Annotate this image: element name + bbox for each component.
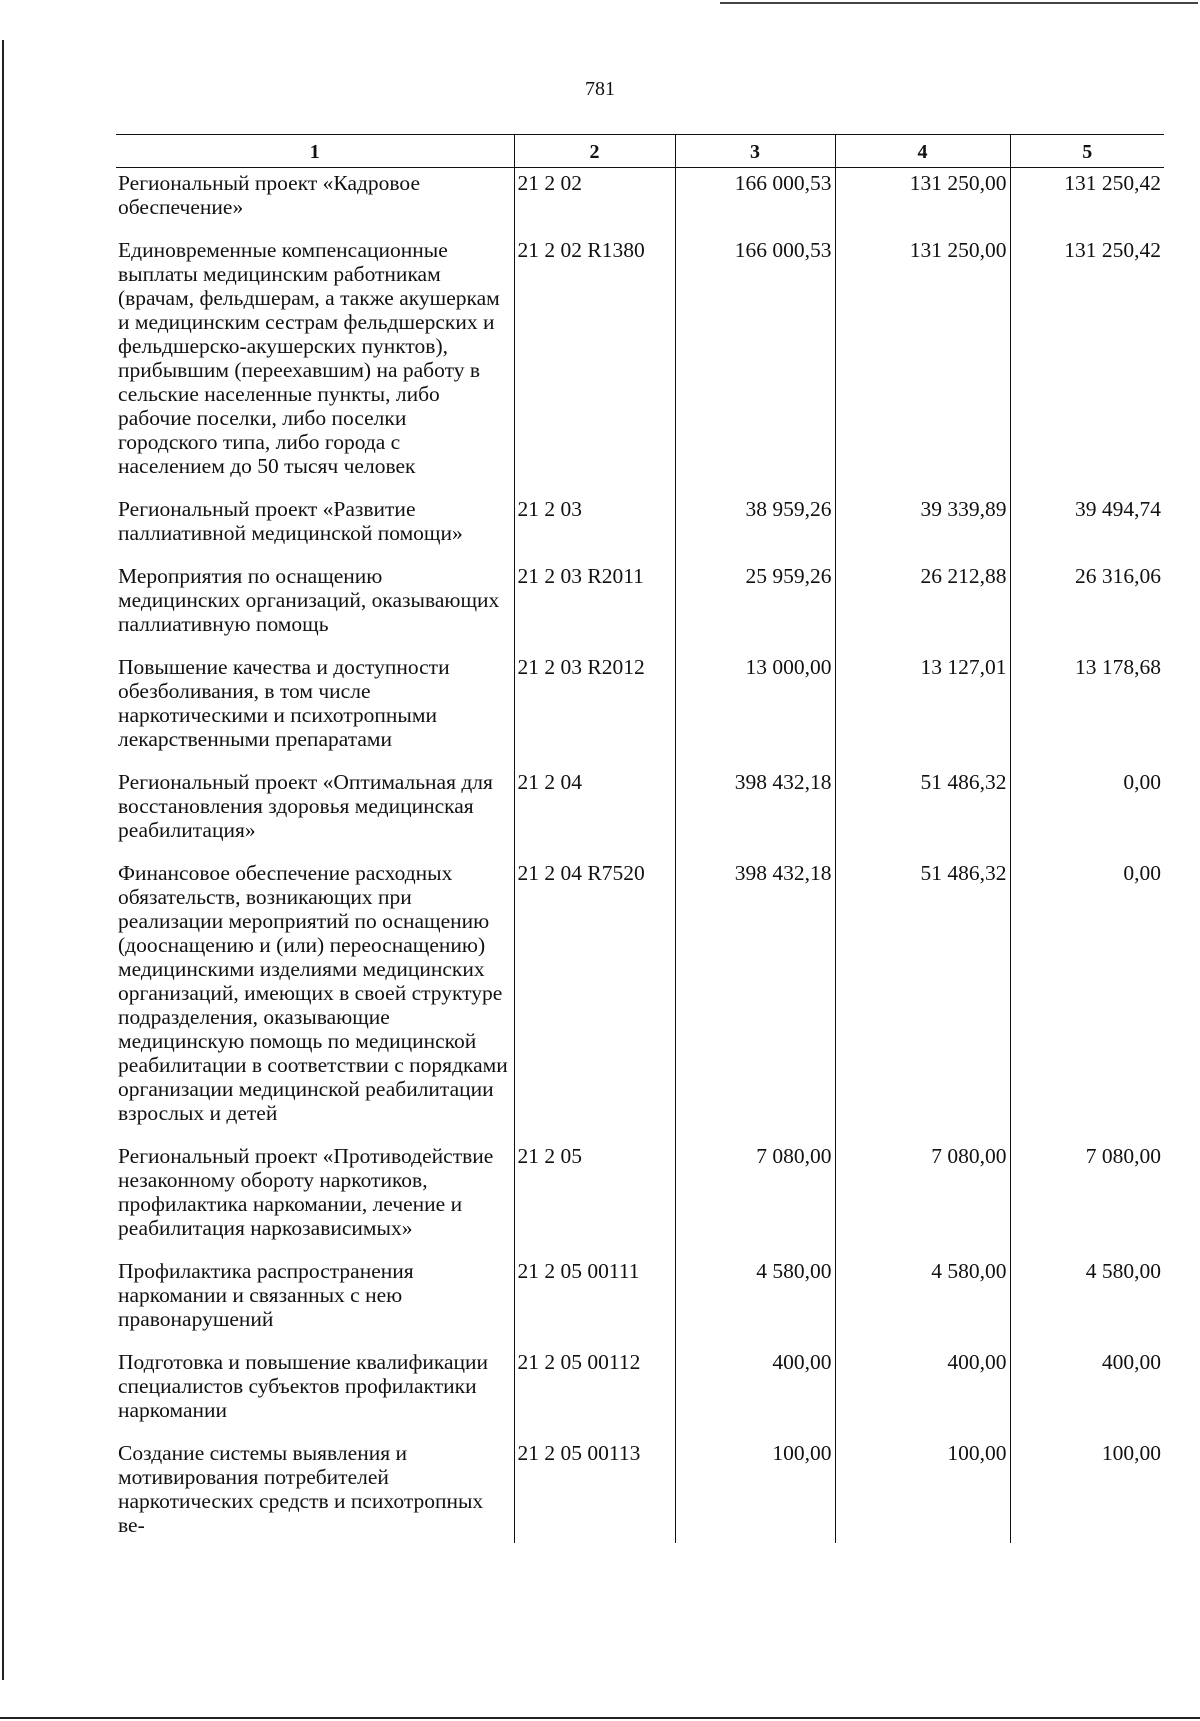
table-row: [116, 168, 1164, 236]
header-col-2: 2: [514, 135, 675, 168]
row-code: 21 2 05 00112: [514, 1347, 675, 1438]
row-col4: 4 580,00: [835, 1256, 1010, 1347]
row-code: 21 2 04: [514, 767, 675, 858]
row-col5: 4 580,00: [1010, 1256, 1164, 1347]
table-row: [116, 235, 1164, 494]
row-col4: 131 250,00: [835, 168, 1010, 236]
row-col3: 166 000,53: [675, 235, 835, 494]
row-col3: 4 580,00: [675, 1256, 835, 1347]
row-col3: 398 432,18: [675, 767, 835, 858]
row-col5: 13 178,68: [1010, 652, 1164, 767]
row-col5: 26 316,06: [1010, 561, 1164, 652]
row-code: 21 2 03 R2012: [514, 652, 675, 767]
row-col4: 7 080,00: [835, 1141, 1010, 1256]
row-code: 21 2 05 00113: [514, 1438, 675, 1543]
row-name: Региональный проект «Оптимальная для восстановления здоровья медицинская реабилитация»: [118, 770, 493, 842]
row-name: Региональный проект «Противодействие незаконному обороту наркотиков, профилактика наркомании, лечение и реабилитация наркозависимых»: [118, 1144, 494, 1240]
row-col3: 7 080,00: [675, 1141, 835, 1256]
row-col4: 13 127,01: [835, 652, 1010, 767]
row-code: 21 2 04 R7520: [514, 858, 675, 1141]
row-col5: 100,00: [1010, 1438, 1164, 1543]
row-col4: 100,00: [835, 1438, 1010, 1543]
row-code: 21 2 05 00111: [514, 1256, 675, 1347]
budget-table: [116, 134, 1164, 1543]
row-col4: 51 486,32: [835, 858, 1010, 1141]
row-col5: 7 080,00: [1010, 1141, 1164, 1256]
row-col5: 400,00: [1010, 1347, 1164, 1438]
scan-edge-left: [2, 40, 4, 1680]
scan-edge-top: [720, 2, 1198, 4]
row-name: Единовременные компенсационные выплаты медицинским работникам (врачам, фельдшерам, а также акушеркам и медицинским сестрам фельдшерских и фельдшерско-акушерских пунктов), прибывшим (переехавшим) на работу в сельские населенные пункты, либо рабочие поселки, либо поселки городского типа, либо города с населением до 50 тысяч человек: [118, 238, 500, 478]
row-col3: 38 959,26: [675, 494, 835, 561]
table-row: [116, 494, 1164, 561]
table-row: [116, 652, 1164, 767]
row-name: Подготовка и повышение квалификации специалистов субъектов профилактики наркомании: [118, 1350, 489, 1422]
page-number: 781: [585, 78, 615, 100]
row-code: 21 2 03: [514, 494, 675, 561]
row-name: Финансовое обеспечение расходных обязательств, возникающих при реализации мероприятий по оснащению (дооснащению и (или) переоснащению) медицинскими изделиями медицинских организаций, имеющих в своей структуре подразделения, оказывающие медицинскую помощь по медицинской реабилитации в соответствии с порядками организации медицинской реабилитации взрослых и детей: [118, 861, 508, 1125]
row-col3: 398 432,18: [675, 858, 835, 1141]
table-row: [116, 1438, 1164, 1543]
row-col4: 39 339,89: [835, 494, 1010, 561]
row-col5: 39 494,74: [1010, 494, 1164, 561]
scan-edge-bottom: [0, 1717, 1200, 1719]
row-name: Мероприятия по оснащению медицинских организаций, оказывающих паллиативную помощь: [118, 564, 500, 636]
table-row: [116, 858, 1164, 1141]
row-col4: 131 250,00: [835, 235, 1010, 494]
table-row: [116, 1347, 1164, 1438]
header-row: [116, 135, 1164, 168]
row-col5: 0,00: [1010, 858, 1164, 1141]
row-col3: 400,00: [675, 1347, 835, 1438]
header-col-5: 5: [1010, 135, 1164, 168]
table-row: [116, 767, 1164, 858]
row-name: Профилактика распространения наркомании и связанных с нею правонарушений: [118, 1259, 414, 1331]
row-col5: 0,00: [1010, 767, 1164, 858]
table-row: [116, 1256, 1164, 1347]
row-col4: 400,00: [835, 1347, 1010, 1438]
row-col5: 131 250,42: [1010, 235, 1164, 494]
row-col4: 51 486,32: [835, 767, 1010, 858]
row-col4: 26 212,88: [835, 561, 1010, 652]
row-name: Создание системы выявления и мотивирования потребителей наркотических средств и психотропных ве-: [118, 1441, 484, 1537]
header-col-4: 4: [835, 135, 1010, 168]
row-code: 21 2 02: [514, 168, 675, 236]
row-code: 21 2 02 R1380: [514, 235, 675, 494]
row-name: Повышение качества и доступности обезболивания, в том числе наркотическими и психотропными лекарственными препаратами: [118, 655, 450, 751]
row-code: 21 2 03 R2011: [514, 561, 675, 652]
row-col3: 13 000,00: [675, 652, 835, 767]
row-col5: 131 250,42: [1010, 168, 1164, 236]
row-name: Региональный проект «Развитие паллиативной медицинской помощи»: [118, 497, 463, 545]
table-row: [116, 561, 1164, 652]
row-col3: 25 959,26: [675, 561, 835, 652]
header-col-3: 3: [675, 135, 835, 168]
table-row: [116, 1141, 1164, 1256]
row-code: 21 2 05: [514, 1141, 675, 1256]
row-col3: 166 000,53: [675, 168, 835, 236]
header-col-1: 1: [116, 135, 514, 168]
row-name: Региональный проект «Кадровое обеспечение»: [118, 171, 420, 219]
row-col3: 100,00: [675, 1438, 835, 1543]
